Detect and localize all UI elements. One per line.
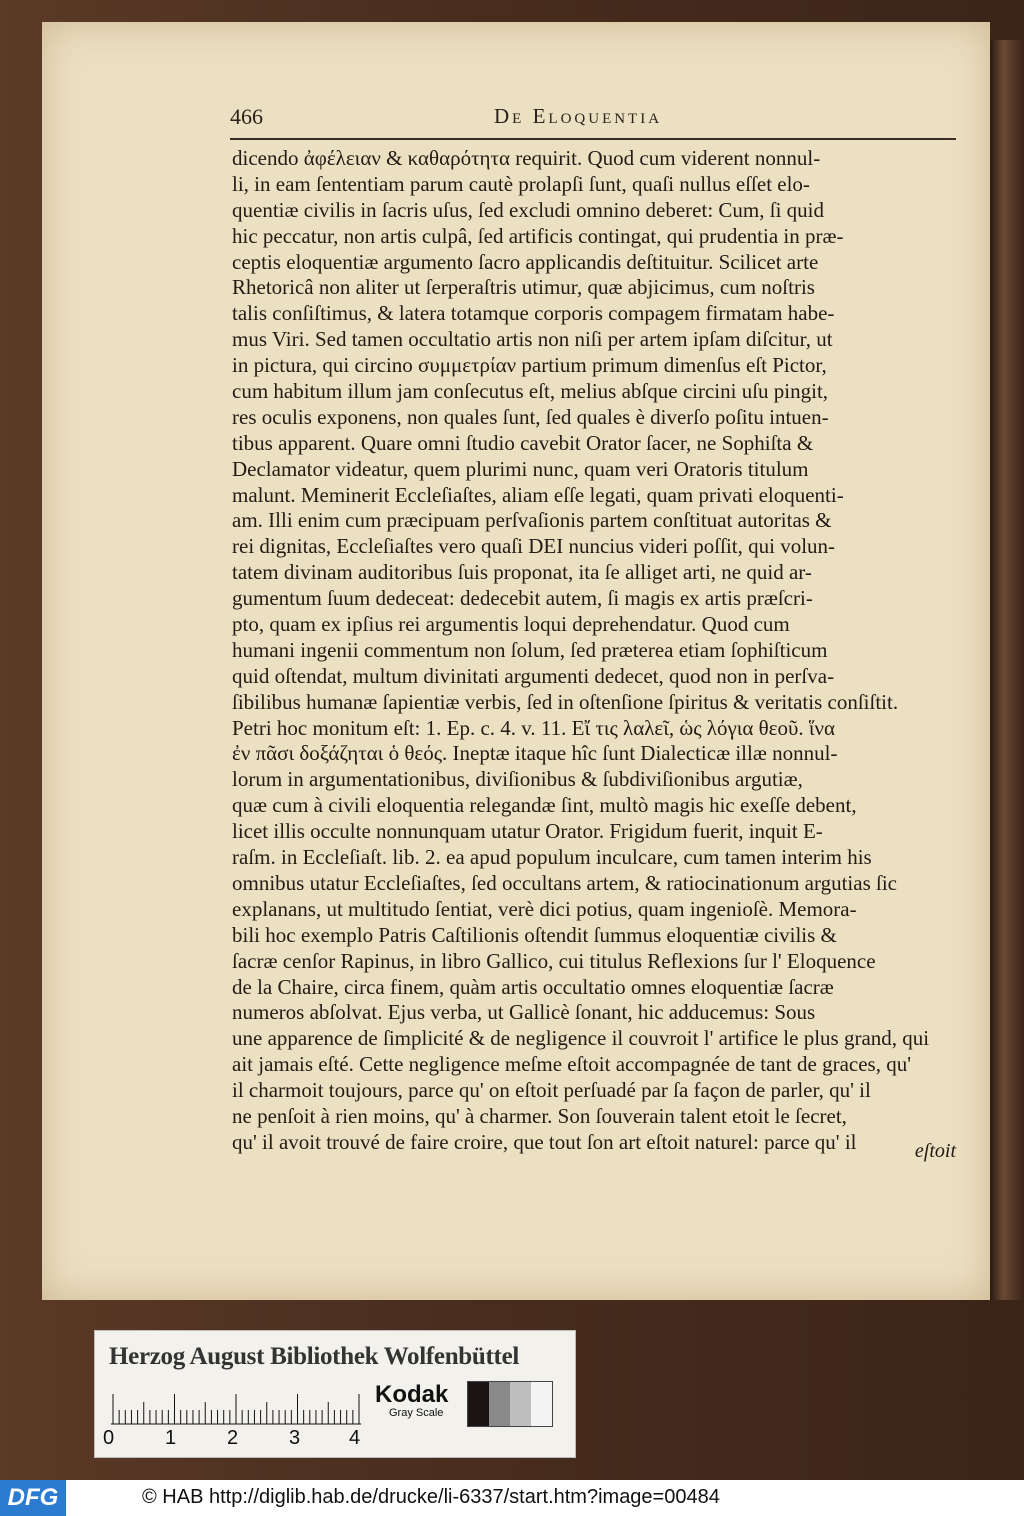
gray-patch bbox=[531, 1382, 552, 1426]
text-line: pto, quam ex ipſius rei argumentis loqui deprehendatur. Quod cum bbox=[232, 612, 790, 637]
text-line: il charmoit toujours, parce qu' on eſtoit perſuadé par ſa façon de parler, qu' il bbox=[232, 1078, 871, 1103]
color-calibration-card bbox=[94, 1330, 576, 1458]
text-line: tatem divinam auditoribus ſuis proponat, ita ſe alliget arti, ne quid ar- bbox=[232, 560, 812, 585]
gray-scale-label: Gray Scale bbox=[389, 1407, 444, 1419]
text-line: talis conſiſtimus, & latera totamque corporis compagem firmatam habe- bbox=[232, 301, 835, 326]
gray-patch bbox=[468, 1382, 489, 1426]
institution-name: Herzog August Bibliothek Wolfenbüttel bbox=[109, 1343, 520, 1370]
running-head bbox=[230, 104, 956, 138]
text-line: licet illis occulte nonnunquam utatur Orator. Frigidum fuerit, inquit E- bbox=[232, 819, 823, 844]
dfg-logo: DFG bbox=[0, 1480, 66, 1516]
text-line: rei dignitas, Eccleſiaſtes vero quaſi DEI nuncius videri poſſit, qui volun- bbox=[232, 534, 836, 559]
text-line: quid oſtendat, multum divinitati argumenti dedecet, quod non in perſva- bbox=[232, 663, 835, 688]
text-line: bili hoc exemplo Patris Caſtilionis oſtendit ſummus eloquentiæ civilis & bbox=[232, 922, 837, 947]
text-line: tibus apparent. Quare omni ſtudio cavebit Orator ſacer, ne Sophiſta & bbox=[232, 430, 814, 455]
text-line: am. Illi enim cum præcipuam perſvaſionis partem conſtituat autoritas & bbox=[232, 508, 832, 533]
text-line: in pictura, qui circino συμμετρίαν partium primum dimenſus eſt Pictor, bbox=[232, 353, 827, 378]
book-edge bbox=[990, 40, 1024, 1300]
kodak-brand: Kodak bbox=[375, 1381, 449, 1408]
text-line: Petri hoc monitum eſt: 1. Ep. c. 4. v. 11. Εἴ τις λαλεῖ, ὡς λόγια θεοῦ. ἵνα bbox=[232, 715, 836, 740]
text-line: Rhetoricâ non aliter ut ſerperaſtris utimur, quæ abjicimus, cum noſtris bbox=[232, 275, 815, 300]
text-line: li, in eam ſententiam parum cautè prolapſi ſunt, quaſi nullus eſſet elo- bbox=[232, 171, 810, 196]
text-line: ſibilibus humanæ ſapientiæ verbis, ſed in oſtenſione ſpiritus & veritatis conſiſtit. bbox=[232, 689, 899, 714]
text-line: qu' il avoit trouvé de faire croire, que tout ſon art eſtoit naturel: parce qu' il bbox=[232, 1129, 857, 1154]
text-line: ait jamais eſté. Cette negligence meſme eſtoit accompagnée de tant de graces, qu' bbox=[232, 1052, 911, 1077]
text-line: Declamator videatur, quem plurimi nunc, quam veri Oratoris titulum bbox=[232, 456, 809, 481]
text-line: dicendo ἀφέλειαν & καθαρότητα requirit. Quod cum viderent nonnul- bbox=[232, 146, 821, 170]
text-line: quentiæ civilis in ſacris uſus, ſed excludi omnino deberet: Cum, ſi quid bbox=[232, 197, 824, 222]
ruler-label: 4 bbox=[349, 1427, 361, 1449]
ruler-label: 3 bbox=[289, 1427, 301, 1449]
text-line: raſm. in Eccleſiaſt. lib. 2. ea apud populum inculcare, cum tamen interim his bbox=[232, 845, 872, 870]
text-line: lorum in argumentationibus, diviſionibus & ſubdiviſionibus argutiæ, bbox=[232, 767, 803, 792]
text-line: numeros abſolvat. Ejus verba, ut Gallicè ſonant, hic adducemus: Sous bbox=[232, 1000, 816, 1025]
gray-patches bbox=[467, 1381, 553, 1427]
kodak-label bbox=[375, 1383, 448, 1419]
head-rule bbox=[230, 138, 956, 140]
text-line: mus Viri. Sed tamen occultatio artis non niſi per artem ipſam diſcitur, ut bbox=[232, 327, 833, 352]
body-text bbox=[232, 146, 958, 1156]
gray-patch bbox=[510, 1382, 531, 1426]
text-line: malunt. Meminerit Eccleſiaſtes, aliam eſſe legati, quam privati eloquenti- bbox=[232, 482, 844, 507]
text-line: de la Chaire, circa finem, quàm artis occultatio omnes eloquentiæ ſacræ bbox=[232, 974, 834, 999]
running-title: De Eloquentia bbox=[494, 104, 663, 128]
gray-patch bbox=[489, 1382, 510, 1426]
text-line: ἐν πᾶσι δοξάζηται ὁ θεός. Ineptæ itaque hîc ſunt Dialecticæ illæ nonnul- bbox=[232, 741, 838, 766]
catchword: eſtoit bbox=[914, 1140, 956, 1162]
text-line: res oculis exponens, non quales ſunt, ſed quales è diverſo poſitu intuen- bbox=[232, 404, 829, 429]
text-line: gumentum ſuum dedeceat: dedecebit autem, ſi magis ex artis præſcri- bbox=[232, 586, 813, 611]
text-line: cum habitum illum jam conſecutus eſt, melius abſque circini uſu pingit, bbox=[232, 379, 829, 404]
ruler-scale bbox=[111, 1387, 361, 1425]
text-line: omnibus utatur Eccleſiaſtes, ſed occultans artem, & ratiocinationum argutias ſic bbox=[232, 870, 897, 895]
ruler-label: 0 bbox=[103, 1427, 115, 1449]
copyright-link[interactable]: © HAB http://diglib.hab.de/drucke/li-6337/start.htm?image=00484 bbox=[142, 1486, 720, 1508]
page-number: 466 bbox=[230, 104, 263, 129]
text-line: ſacræ cenſor Rapinus, in libro Gallico, cui titulus Reflexions ſur l' Eloquence bbox=[232, 948, 876, 973]
text-line: quæ cum à civili eloquentia relegandæ ſint, multò magis hic exeſſe debent, bbox=[232, 793, 857, 818]
ruler-label: 1 bbox=[165, 1427, 177, 1449]
text-line: ne penſoit à rien moins, qu' à charmer. Son ſouverain talent etoit le ſecret, bbox=[232, 1103, 847, 1128]
footer-bar bbox=[0, 1480, 1024, 1516]
text-line: humani ingenii commentum non ſolum, ſed præterea etiam ſophiſticum bbox=[232, 637, 828, 662]
text-line: une apparence de ſimplicité & de negligence il couvroit l' artifice le plus grand, qui bbox=[232, 1026, 930, 1051]
text-line: ceptis eloquentiæ argumento ſacro applicandis deſtituitur. Scilicet arte bbox=[232, 249, 819, 274]
text-line: explanans, ut multitudo ſentiat, verè dici potius, quam ingenioſè. Memora- bbox=[232, 896, 857, 921]
text-line: hic peccatur, non artis culpâ, ſed artificis contingat, qui prudentia in præ- bbox=[232, 223, 844, 248]
ruler-label: 2 bbox=[227, 1427, 239, 1449]
